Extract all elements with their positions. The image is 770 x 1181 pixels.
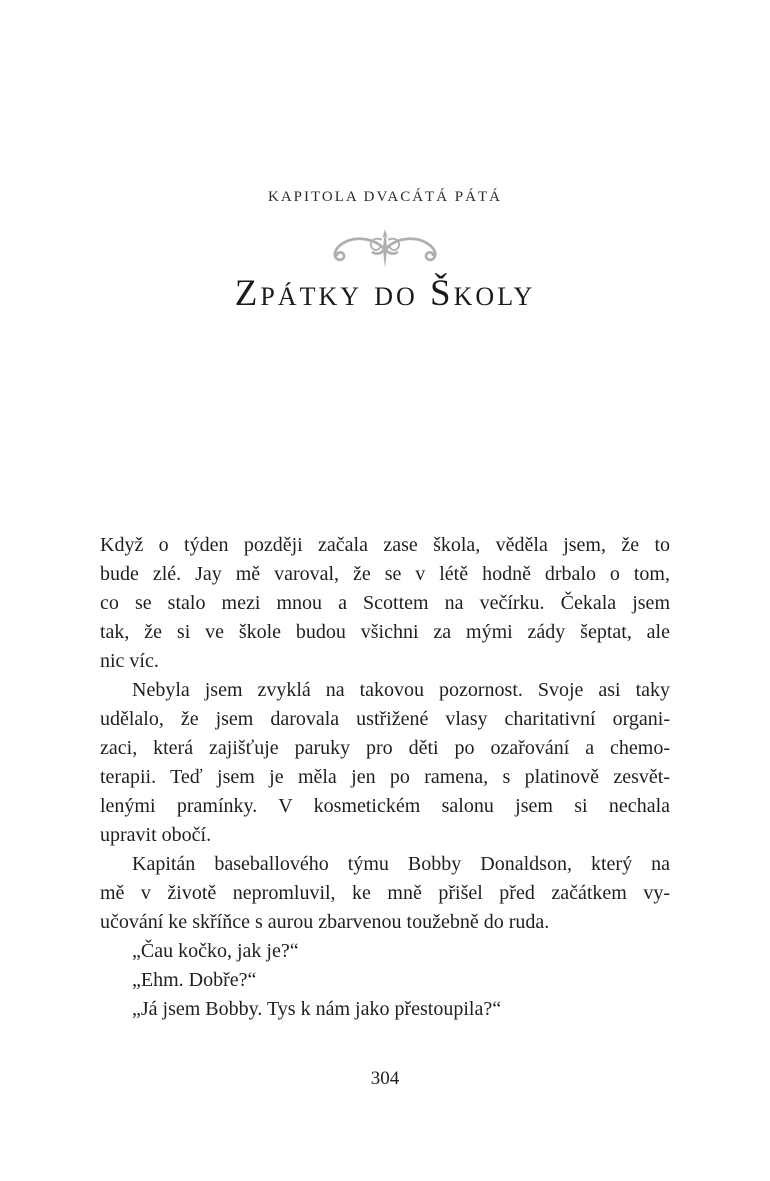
text-line: učování ke skříňce s aurou zbarvenou toužebně do ruda. <box>100 911 550 933</box>
paragraph <box>100 995 670 1024</box>
text-line: Nebyla jsem zvyklá na takovou pozornost. Svoje asi taky <box>132 679 670 701</box>
text-line: „Čau kočko, jak je?“ <box>132 940 299 962</box>
text-line: bude zlé. Jay mě varoval, že se v létě hodně drbalo o tom, <box>100 563 670 585</box>
paragraph <box>100 850 670 937</box>
text-line: Když o týden později začala zase škola, věděla jsem, že to <box>100 534 670 556</box>
text-line: lenými pramínky. V kosmetickém salonu jsem si nechala <box>100 795 670 817</box>
flourish-ornament-icon <box>0 226 770 271</box>
paragraph <box>100 966 670 995</box>
paragraph <box>100 531 670 676</box>
text-line: udělalo, že jsem darovala ustřižené vlasy charitativní organi- <box>100 708 670 730</box>
text-line: tak, že si ve škole budou všichni za mými zády šeptat, ale <box>100 621 670 643</box>
page-number: 304 <box>370 1068 400 1089</box>
chapter-title: Zpátky do Školy <box>234 273 536 314</box>
text-line: „Já jsem Bobby. Tys k nám jako přestoupila?“ <box>132 998 502 1020</box>
paragraph <box>100 937 670 966</box>
body-text <box>100 531 670 1024</box>
text-line: nic víc. <box>100 650 159 672</box>
text-line: terapii. Teď jsem je měla jen po ramena, s platinově zesvět- <box>100 766 670 788</box>
text-line: mě v životě nepromluvil, ke mně přišel před začátkem vy- <box>100 882 670 904</box>
chapter-heading: KAPITOLA DVACÁTÁ PÁTÁ <box>268 189 502 205</box>
text-line: „Ehm. Dobře?“ <box>132 969 257 991</box>
paragraph <box>100 676 670 850</box>
text-line: co se stalo mezi mnou a Scottem na večírku. Čekala jsem <box>100 592 670 614</box>
text-line: zaci, která zajišťuje paruky pro děti po ozařování a chemo- <box>100 737 670 759</box>
text-line: upravit obočí. <box>100 824 212 846</box>
text-line: Kapitán baseballového týmu Bobby Donaldson, který na <box>132 853 670 875</box>
